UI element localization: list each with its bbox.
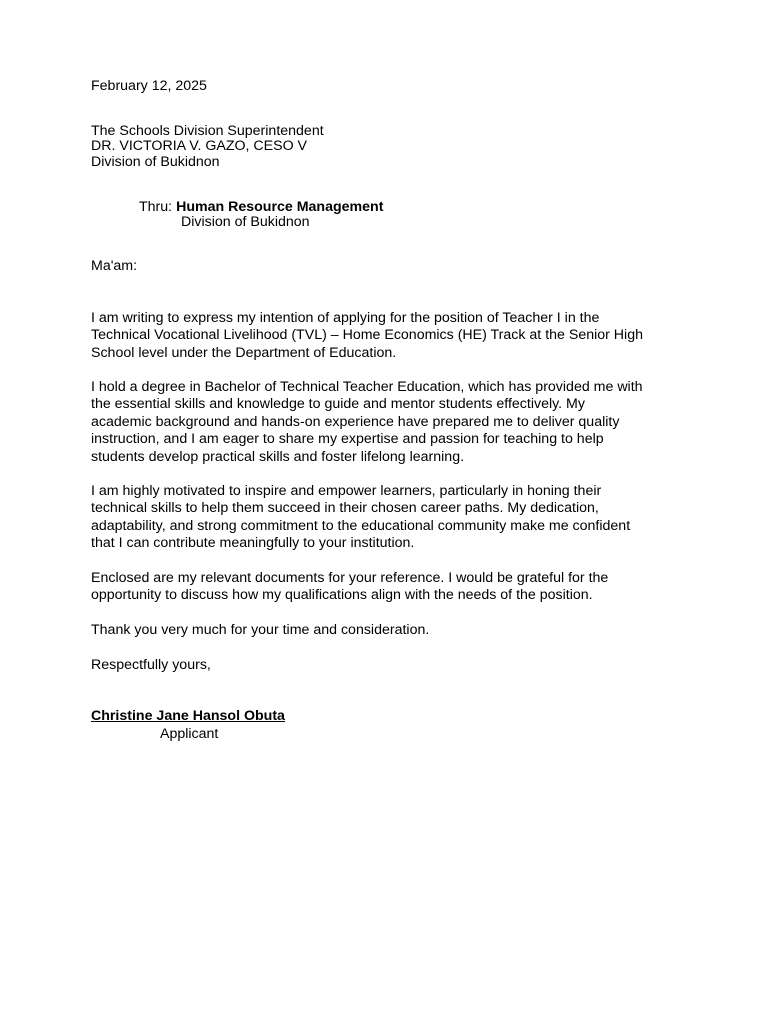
recipient-line-3: Division of Bukidnon [91,153,220,170]
body-paragraph-2 [91,379,691,466]
thru-prefix: Thru: [139,199,173,215]
paragraph-line: Technical Vocational Livelihood (TVL) – Home Economics (HE) Track at the Senior High [91,327,643,344]
thru-block [139,199,739,232]
letter-date [91,78,691,95]
paragraph-line: opportunity to discuss how my qualifications align with the needs of the position. [91,587,593,604]
body-paragraph-3 [91,483,691,553]
recipient-line-2: DR. VICTORIA V. GAZO, CESO V [91,138,308,155]
paragraph-line: I am writing to express my intention of applying for the position of Teacher I in the [91,310,600,326]
recipient-block [91,123,691,171]
thru-name: Human Resource Management [176,199,384,215]
date-text: February 12, 2025 [91,78,207,94]
salutation [91,258,691,275]
paragraph-line: that I can contribute meaningfully to your institution. [91,535,415,552]
closing [91,657,691,674]
signature-title: Applicant [160,726,219,743]
paragraph-line: instruction, and I am eager to share my expertise and passion for teaching to help [91,431,604,448]
paragraph-line: the essential skills and knowledge to guide and mentor students effectively. My [91,396,585,413]
body-paragraph-5 [91,622,691,639]
paragraph-line: Thank you very much for your time and consideration. [91,622,430,638]
paragraph-line: I am highly motivated to inspire and empower learners, particularly in honing their [91,483,602,499]
body-paragraph-1 [91,310,691,362]
paragraph-line: School level under the Department of Education. [91,344,397,361]
body-paragraph-4 [91,570,691,605]
closing-text: Respectfully yours, [91,657,211,673]
thru-office: Division of Bukidnon [181,214,310,231]
paragraph-line: Enclosed are my relevant documents for your reference. I would be grateful for the [91,570,609,586]
paragraph-line: academic background and hands-on experience have prepared me to deliver quality [91,413,620,430]
paragraph-line: students develop practical skills and foster lifelong learning. [91,448,465,465]
recipient-line-1: The Schools Division Superintendent [91,123,324,139]
paragraph-line: technical skills to help them succeed in their chosen career paths. My dedication, [91,500,599,517]
signature-block [91,708,691,744]
signature-name: Christine Jane Hansol Obuta [91,708,285,724]
paragraph-line: adaptability, and strong commitment to the educational community make me confident [91,517,631,534]
paragraph-line: I hold a degree in Bachelor of Technical Teacher Education, which has provided me with [91,379,643,395]
salutation-text: Ma'am: [91,258,138,274]
